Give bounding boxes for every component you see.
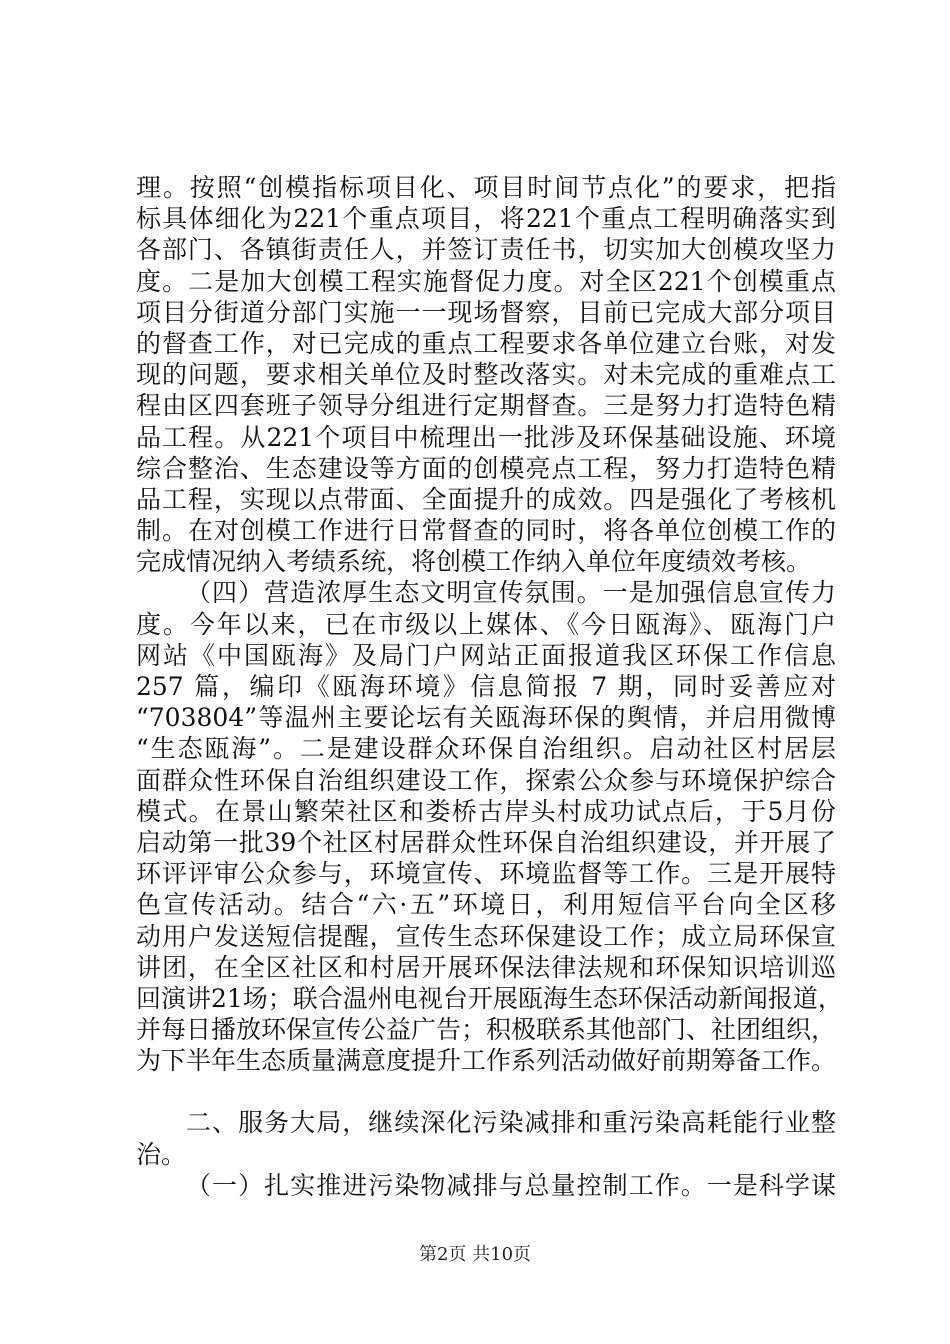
text-line: 品工程。从221个项目中梳理出一批涉及环保基础设施、环境 — [136, 422, 836, 452]
text-line: 综合整治、生态建设等方面的创模亮点工程，努力打造特色精 — [136, 453, 836, 483]
section-heading-continued: 治。 — [136, 1139, 187, 1169]
text-line: 度。二是加大创模工程实施督促力度。对全区221个创模重点 — [136, 266, 836, 296]
text-line: 面群众性环保自治组织建设工作，探索公众参与环境保护综合 — [136, 765, 836, 795]
text-line: 为下半年生态质量满意度提升工作系列活动做好前期筹备工作。 — [136, 1046, 837, 1076]
text-line: 程由区四套班子领导分组进行定期督查。三是努力打造特色精 — [136, 391, 836, 421]
text-line: 项目分街道分部门实施一一现场督察，目前已完成大部分项目 — [136, 297, 836, 327]
text-line: 环评评审公众参与，环境宣传、环境监督等工作。三是开展特 — [136, 859, 836, 889]
text-line: “生态瓯海”。二是建设群众环保自治组织。启动社区村居层 — [136, 734, 836, 764]
page-footer: 第2页 共10页 — [418, 1244, 532, 1265]
paragraph-gap — [136, 1076, 836, 1107]
text-line: 品工程，实现以点带面、全面提升的成效。四是强化了考核机 — [136, 484, 836, 514]
text-line: 完成情况纳入考绩系统，将创模工作纳入单位年度绩效考核。 — [136, 547, 812, 577]
text-line: 标具体细化为221个重点项目，将221个重点工程明确落实到 — [136, 204, 836, 234]
text-line: “703804”等温州主要论坛有关瓯海环保的舆情，并启用微博 — [136, 703, 836, 733]
text-line: 现的问题，要求相关单位及时整改落实。对未完成的重难点工 — [136, 360, 836, 390]
text-line: 动用户发送短信提醒，宣传生态环保建设工作；成立局环保宣 — [136, 921, 836, 951]
text-line: 各部门、各镇街责任人，并签订责任书，切实加大创模攻坚力 — [136, 235, 836, 265]
text-line: 模式。在景山繁荣社区和娄桥古岸头村成功试点后，于5月份 — [136, 796, 836, 826]
text-line: 并每日播放环保宣传公益广告；积极联系其他部门、社团组织， — [136, 1015, 837, 1045]
text-line: 制。在对创模工作进行日常督查的同时，将各单位创模工作的 — [136, 516, 836, 546]
document-body — [136, 172, 843, 1201]
paragraph-heading: （一）扎实推进污染物减排与总量控制工作。一是科学谋 — [186, 1170, 836, 1200]
text-line: 回演讲21场；联合温州电视台开展瓯海生态环保活动新闻报道， — [136, 983, 843, 1013]
text-line: 讲团，在全区社区和村居开展环保法律法规和环保知识培训巡 — [136, 952, 836, 982]
text-line: 理。按照“创模指标项目化、项目时间节点化”的要求，把指 — [136, 173, 836, 202]
section-heading: 二、服务大局，继续深化污染减排和重污染高耗能行业整 — [186, 1108, 836, 1138]
text-line: 网站《中国瓯海》及局门户网站正面报道我区环保工作信息 — [136, 640, 836, 670]
text-line: 的督查工作，对已完成的重点工程要求各单位建立台账，对发 — [136, 328, 836, 358]
text-line: 色宣传活动。结合“六·五”环境日，利用短信平台向全区移 — [136, 890, 836, 920]
text-line: 257 篇，编印《瓯海环境》信息简报 7 期，同时妥善应对 — [136, 672, 836, 701]
text-line: 启动第一批39个社区村居群众性环保自治组织建设，并开展了 — [136, 827, 836, 857]
text-line: 度。今年以来，已在市级以上媒体、《今日瓯海》、瓯海门户 — [136, 609, 836, 639]
paragraph-heading: （四）营造浓厚生态文明宣传氛围。一是加强信息宣传力 — [186, 578, 836, 608]
